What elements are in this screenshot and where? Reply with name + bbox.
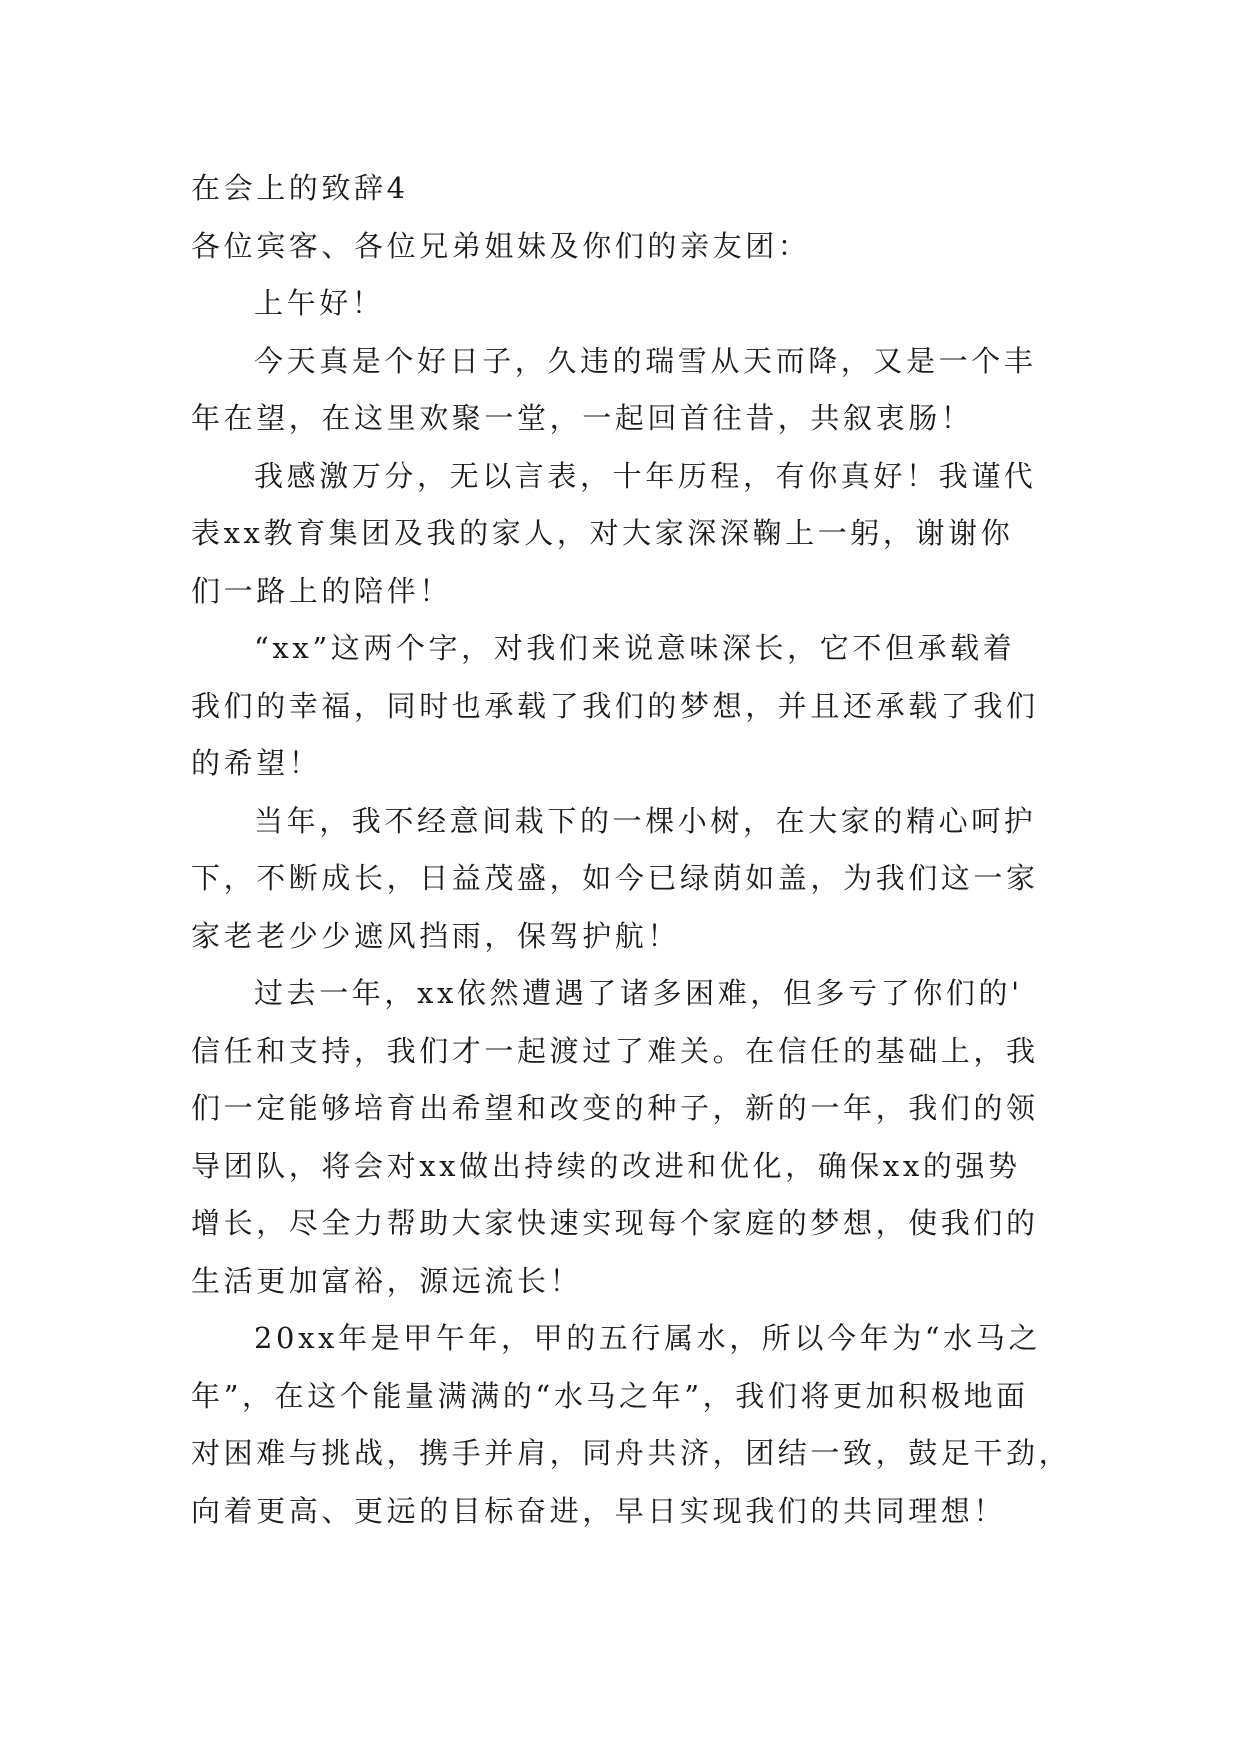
paragraph-line: “xx”这两个字，对我们来说意味深长，它不但承载着	[254, 631, 1016, 665]
paragraph-line: 们一路上的陪伴！	[191, 573, 452, 608]
paragraph-line: 下，不断成长，日益茂盛，如今已绿荫如盖，为我们这一家	[191, 861, 1039, 895]
paragraph-line: 对困难与挑战，携手并肩，同舟共济，团结一致，鼓足干劲，	[191, 1436, 1072, 1470]
paragraph-history	[191, 793, 1050, 966]
paragraph-line: 家老老少少遮风挡雨，保驾护航！	[191, 918, 681, 953]
paragraph-line: 上午好！	[254, 286, 385, 320]
document-title: 在会上的致辞4	[191, 171, 409, 205]
paragraph-line: 向着更高、更远的目标奋进，早日实现我们的共同理想！	[191, 1493, 1007, 1528]
paragraph-line: 年”，在这个能量满满的“水马之年”，我们将更加积极地面	[191, 1378, 1029, 1413]
paragraph-line: 们一定能够培育出希望和改变的种子，新的一年，我们的领	[191, 1091, 1039, 1125]
paragraph-good-day	[191, 333, 1050, 448]
paragraph-line: 表xx教育集团及我的家人，对大家深深鞠上一躬，谢谢你	[191, 516, 1014, 550]
paragraph-line: 过去一年，xx依然遭遇了诸多困难，但多亏了你们的'	[254, 976, 1023, 1010]
paragraph-new-year	[191, 1310, 1072, 1540]
paragraph-line: 年在望，在这里欢聚一堂，一起回首往昔，共叙衷肠！	[191, 401, 974, 435]
paragraph-line: 信任和支持，我们才一起渡过了难关。在信任的基础上，我	[191, 1033, 1039, 1068]
document-body	[191, 160, 1072, 1540]
paragraph-line: 我感激万分，无以言表，十年历程，有你真好！我谨代	[254, 458, 1037, 493]
paragraph-meaning	[191, 620, 1050, 793]
paragraph-line: 导团队，将会对xx做出持续的改进和优化，确保xx的强势	[191, 1148, 1021, 1183]
paragraph-gratitude	[191, 448, 1050, 621]
paragraph-greeting	[191, 275, 1050, 333]
paragraph-line: 生活更加富裕，源远流长！	[191, 1263, 583, 1298]
paragraph-past-year	[191, 965, 1050, 1310]
salutation: 各位宾客、各位兄弟姐妹及你们的亲友团：	[191, 228, 811, 263]
paragraph-line: 当年，我不经意间栽下的一棵小树，在大家的精心呵护	[254, 803, 1037, 838]
paragraph-line: 增长，尽全力帮助大家快速实现每个家庭的梦想，使我们的	[191, 1206, 1039, 1240]
paragraph-line: 我们的幸福，同时也承载了我们的梦想，并且还承载了我们	[191, 688, 1039, 723]
paragraph-line: 今天真是个好日子，久违的瑞雪从天而降，又是一个丰	[254, 343, 1037, 378]
paragraph-line: 的希望！	[191, 746, 322, 780]
paragraph-line: 20xx年是甲午年，甲的五行属水，所以今年为“水马之	[254, 1321, 1042, 1355]
